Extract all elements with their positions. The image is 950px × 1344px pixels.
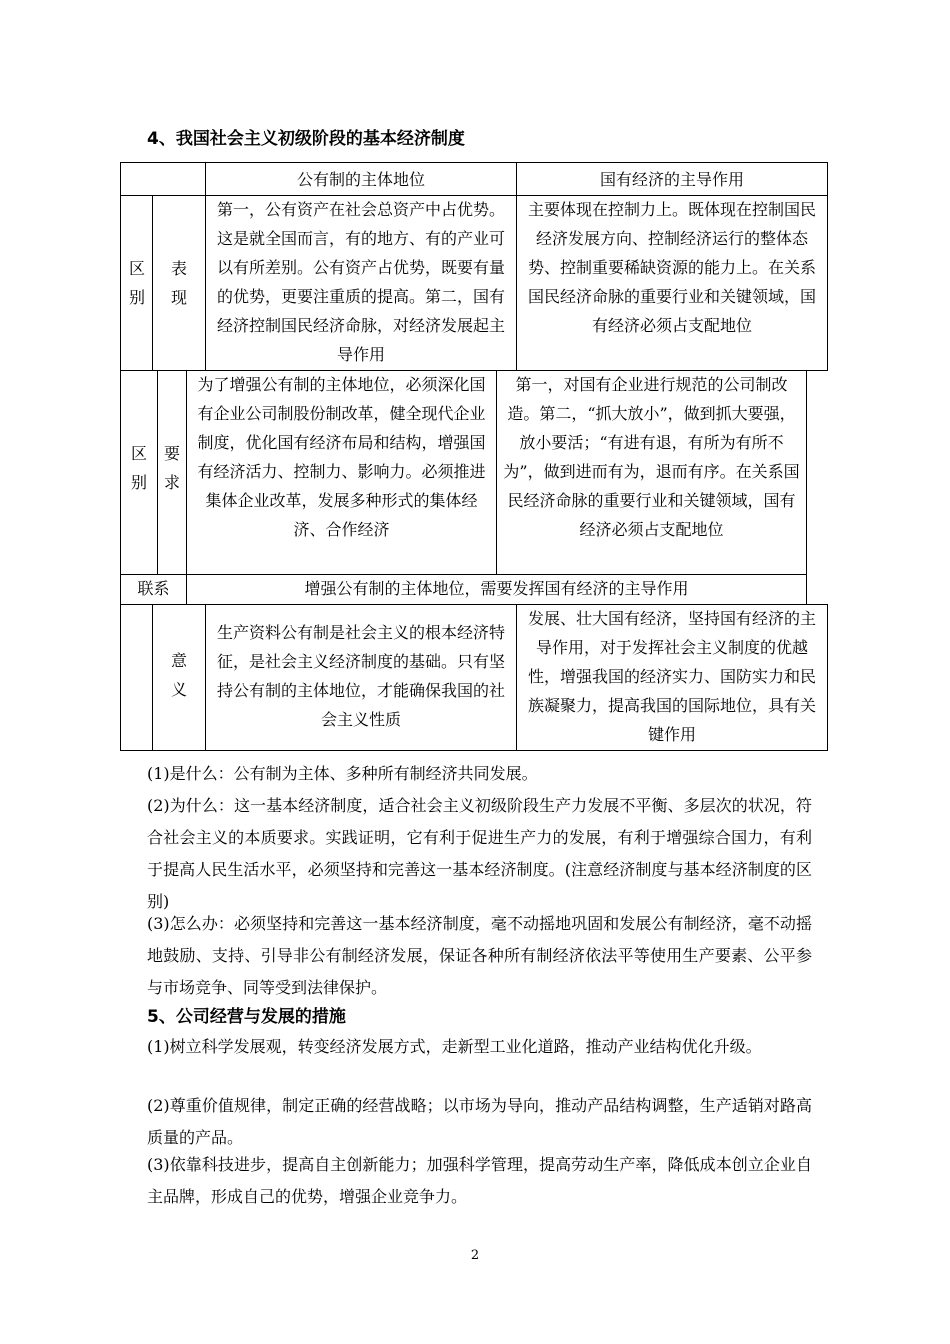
diff-label-bottom: 别: [128, 288, 145, 307]
diff-label-top: 区: [128, 259, 145, 278]
req-label-bottom: 求: [163, 473, 180, 492]
table-header-public: [205, 162, 517, 196]
meaning-public-text: 生产资料公有制是社会主义的根本经济特征，是社会主义经济制度的基础。只有坚持公有制的主体地位，才能确保我国的社会主义性质: [216, 623, 505, 729]
req-label-cell: [157, 370, 187, 575]
perf-public-text: 第一，公有资产在社会总资产中占优势。这是就全国而言，有的地方、有的产业可以有所差别。公有资产占优势，既要有量的优势，更要注重质的提高。第二，国有经济控制国民经济命脉，对经济发展起主导作用: [216, 200, 505, 364]
meaning-state-text: 发展、壮大国有经济，坚持国有经济的主导作用，对于发挥社会主义制度的优越性，增强我国的经济实力、国防实力和民族凝聚力，提高我国的国际地位，具有关键作用: [527, 609, 816, 744]
meaning-label-bottom: 义: [170, 680, 187, 699]
table-corner-cell: [120, 162, 206, 196]
header-public-text: 公有制的主体地位: [296, 170, 425, 189]
perf-label-cell: [152, 195, 206, 371]
req-label-top: 要: [163, 444, 180, 463]
perf-label-top: 表: [170, 259, 187, 278]
meaning-public-cell: [205, 604, 517, 751]
meaning-label-top: 意: [170, 651, 187, 670]
point-what: (1)是什么：公有制为主体、多种所有制经济共同发展。: [147, 764, 538, 783]
table-header-state: [516, 162, 828, 196]
measure-3: (3)依靠科技进步，提高自主创新能力；加强科学管理，提高劳动生产率，降低成本创立企业自主品牌，形成自己的优势，增强企业竞争力。: [147, 1155, 812, 1206]
point-why: (2)为什么：这一基本经济制度，适合社会主义初级阶段生产力发展不平衡、多层次的状况，符合社会主义的本质要求。实践证明，它有利于促进生产力的发展，有利于增强综合国力，有利于提高人民生活水平，必须坚持和完善这一基本经济制度。(注意经济制度与基本经济制度的区别): [147, 796, 812, 911]
perf-state-text: 主要体现在控制力上。既体现在控制国民经济发展方向、控制经济运行的整体态势、控制重要稀缺资源的能力上。在关系国民经济命脉的重要行业和关键领域，国有经济必须占支配地位: [527, 200, 816, 335]
point-how: (3)怎么办：必须坚持和完善这一基本经济制度，毫不动摇地巩固和发展公有制经济，毫不动摇地鼓励、支持、引导非公有制经济发展，保证各种所有制经济依法平等使用生产要素、公平参与市场竞争、同等受到法律保护。: [147, 914, 812, 997]
meaning-label-cell: [152, 604, 206, 751]
meaning-empty-cell: [120, 604, 153, 751]
diff-label-top-2: 区: [130, 444, 147, 463]
req-state-cell: [496, 370, 807, 575]
diff-label-bottom-2: 别: [130, 473, 147, 492]
section-4-heading: 4、我国社会主义初级阶段的基本经济制度: [147, 129, 465, 149]
link-text-cell: [186, 574, 807, 605]
measure-1: (1)树立科学发展观，转变经济发展方式，走新型工业化道路，推动产业结构优化升级。: [147, 1037, 762, 1056]
perf-state-cell: [516, 195, 828, 371]
perf-public-cell: [205, 195, 517, 371]
perf-label-bottom: 现: [170, 288, 187, 307]
link-label-cell: [120, 574, 187, 605]
header-state-text: 国有经济的主导作用: [599, 170, 744, 189]
req-public-cell: [186, 370, 497, 575]
section-5-heading: 5、公司经营与发展的措施: [147, 1007, 346, 1027]
page-number: 2: [470, 1248, 480, 1263]
measure-2: (2)尊重价值规律，制定正确的经营战略；以市场为导向，推动产品结构调整，生产适销对路高质量的产品。: [147, 1096, 812, 1147]
link-text: 增强公有制的主体地位，需要发挥国有经济的主导作用: [304, 579, 689, 598]
meaning-state-cell: [516, 604, 828, 751]
req-public-text: 为了增强公有制的主体地位，必须深化国有企业公司制股份制改革，健全现代企业制度，优化国有经济布局和结构，增强国有经济活力、控制力、影响力。必须推进集体企业改革，发展多种形式的集体经济、合作经济: [197, 375, 486, 539]
diff-label-cell-2: [120, 370, 158, 575]
link-label: 联系: [137, 579, 170, 598]
diff-label-cell-1: [120, 195, 153, 371]
req-state-text: 第一，对国有企业进行规范的公司制改造。第二，“抓大放小”，做到抓大要强，放小要活；“有进有退，有所为有所不为”，做到进而有为，退而有序。在关系国民经济命脉的重要行业和关键领域，国有经济必须占支配地位: [503, 375, 800, 539]
